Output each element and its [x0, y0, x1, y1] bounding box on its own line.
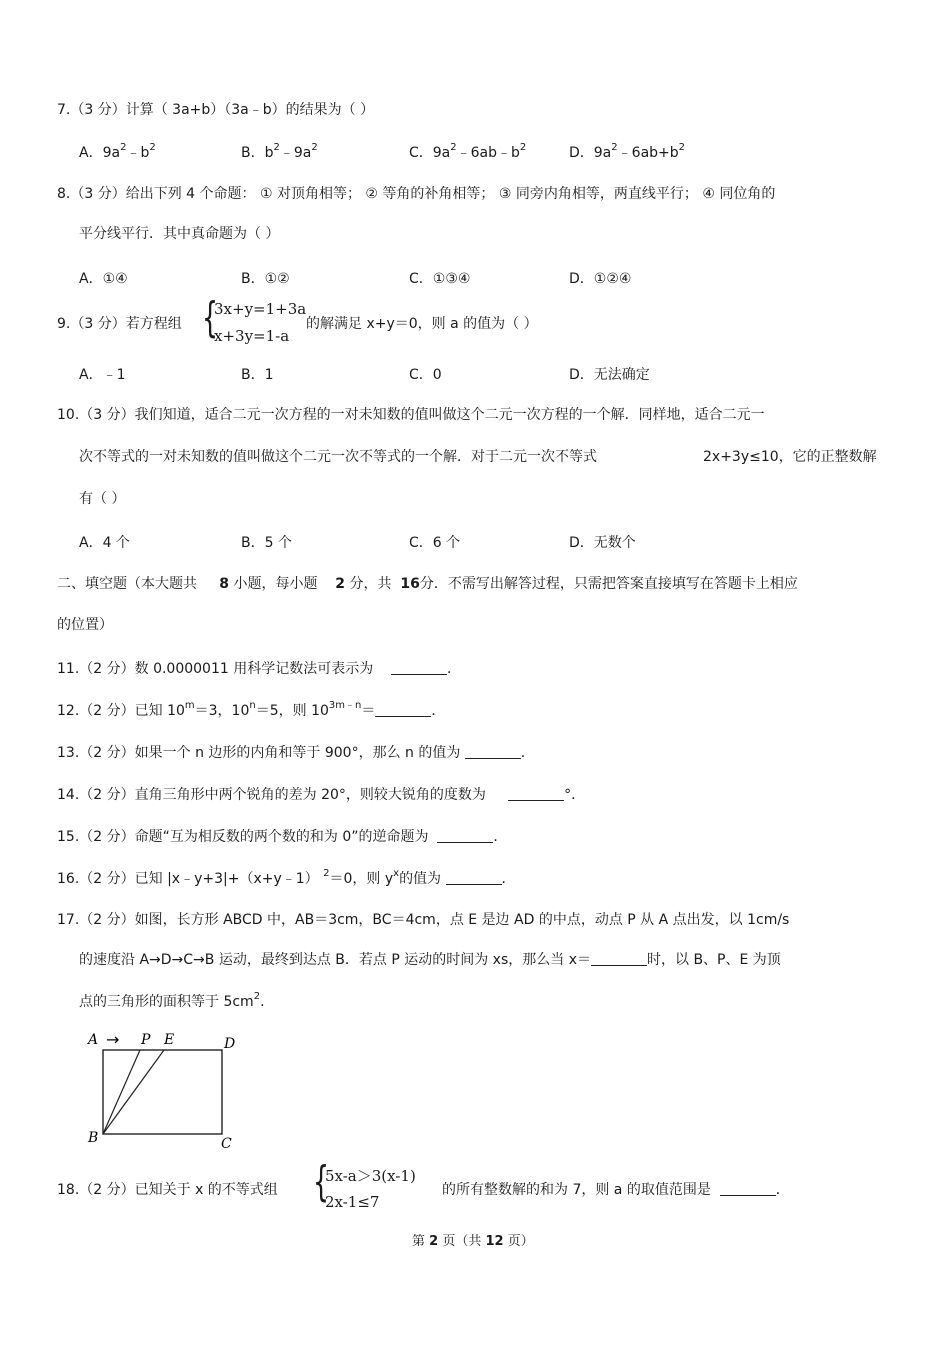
- q10-stem-line2b: 2x+3y≤10，它的正整数解: [703, 449, 877, 465]
- q15: 15.（2 分）命题“互为相反数的两个数的和为 0”的逆命题为 ．: [57, 829, 508, 845]
- q14: 14.（2 分）直角三角形中两个锐角的差为 20°，则较大锐角的度数为 °．: [57, 787, 586, 803]
- q9-stem-post: 的解满足 x+y＝0，则 a 的值为（ ）: [306, 316, 538, 332]
- q11-answer-blank[interactable]: [391, 660, 447, 675]
- page-footer: 第 2 页（共 12 页）: [412, 1234, 534, 1249]
- q17-answer-blank[interactable]: [591, 951, 647, 966]
- q18-stem-pre: 18.（2 分）已知关于 x 的不等式组: [57, 1182, 278, 1198]
- q13-answer-blank[interactable]: [465, 744, 521, 759]
- q10-option-a: A．4 个: [79, 535, 130, 551]
- q9-option-a: A．﹣1: [79, 367, 126, 383]
- label-e: E: [164, 1032, 175, 1048]
- section2-heading-line2: 的位置）: [57, 617, 113, 633]
- q16: 16.（2 分）已知 |x﹣y+3|+（x+y﹣1） $^2$＝0，则 $y^x$的值为 ．: [57, 868, 516, 887]
- brace-icon: {: [202, 293, 219, 342]
- q7-option-a: A．$9a^2﹣b^2$: [79, 142, 156, 161]
- q8-option-a: A．①④: [79, 271, 128, 287]
- q16-answer-blank[interactable]: [446, 870, 502, 885]
- q17-stem-line2: 的速度沿 A→D→C→B 运动，最终到达点 B．若点 P 运动的时间为 xs，那么当 x＝ 时，以 B、P、E 为顶: [79, 952, 781, 968]
- q10-option-c: C．6 个: [409, 535, 461, 551]
- q7-option-b: B．$b^2﹣9a^2$: [241, 142, 318, 161]
- label-b: B: [88, 1130, 99, 1146]
- q17-stem-line3: 点的三角形的面积等于 $5cm^2$.: [79, 991, 265, 1010]
- q9-eq1: 3x+y=1+3a: [214, 300, 307, 318]
- q9-option-b: B．1: [241, 367, 274, 383]
- q15-answer-blank[interactable]: [437, 828, 493, 843]
- q9-equation-system: [202, 293, 312, 351]
- q12: 12.（2 分）已知 $10^m=3$，$10^n=5$，则 $10^{3m﹣n}=$ ．: [57, 700, 446, 719]
- label-d: D: [224, 1036, 236, 1052]
- section2-heading-line1: 二、填空题（本大题共 8 小题，每小题 2 分，共 16分．不需写出解答过程，只需把答案直接填写在答题卡上相应: [57, 576, 798, 592]
- q14-answer-blank[interactable]: [508, 786, 564, 801]
- q9-stem-pre: 9.（3 分）若方程组: [57, 316, 182, 332]
- segment-bp: [103, 1050, 140, 1134]
- q7-stem: 7.（3 分）计算（ 3a+b）（3a﹣b）的结果为（ ）: [57, 102, 375, 118]
- q10-option-d: D．无数个: [569, 535, 636, 551]
- q10-stem-line1: 10.（3 分）我们知道，适合二元一次方程的一对未知数的值叫做这个二元一次方程的一个解．同样地，适合二元一: [57, 407, 765, 423]
- q8-stem-line1: 8.（3 分）给出下列 4 个命题： ① 对顶角相等； ② 等角的补角相等； ③ 同旁内角相等，两直线平行； ④ 同位角的: [57, 186, 776, 202]
- q10-stem-line2a: 次不等式的一对未知数的值叫做这个二元一次不等式的一个解．对于二元一次不等式: [79, 449, 597, 465]
- q8-stem-line2: 平分线平行．其中真命题为（ ）: [79, 226, 280, 242]
- q10-option-b: B．5 个: [241, 535, 292, 551]
- segment-be: [103, 1050, 164, 1134]
- q9-option-d: D．无法确定: [569, 367, 650, 383]
- q8-option-c: C．①③④: [409, 271, 471, 287]
- brace-icon: {: [313, 1157, 330, 1206]
- arrow-right-icon: →: [106, 1030, 120, 1049]
- q9-option-c: C．0: [409, 367, 442, 383]
- label-a: A: [88, 1032, 99, 1048]
- q18-inequality-system: [313, 1157, 443, 1219]
- q9-eq2: x+3y=1-a: [214, 327, 290, 345]
- q18-stem-post: 的所有整数解的和为 7，则 a 的取值范围是 ．: [442, 1182, 790, 1198]
- q18-ineq2: 2x-1≤7: [325, 1193, 380, 1211]
- q17-stem-line1: 17.（2 分）如图，长方形 ABCD 中，AB＝3cm，BC＝4cm，点 E 是边 AD 的中点，动点 P 从 A 点出发，以 1cm/s: [57, 912, 790, 928]
- q10-stem-line3: 有（ ）: [79, 491, 126, 507]
- q18-ineq1: 5x-a＞3(x-1): [325, 1167, 416, 1185]
- label-p: P: [141, 1032, 151, 1048]
- q13: 13.（2 分）如果一个 n 边形的内角和等于 900°，那么 n 的值为 ．: [57, 745, 535, 761]
- q7-option-c: C．$9a^2﹣6ab﹣b^2$: [409, 142, 527, 161]
- q18-answer-blank[interactable]: [720, 1181, 776, 1196]
- label-c: C: [221, 1136, 232, 1152]
- q12-answer-blank[interactable]: [375, 702, 431, 717]
- q7-option-d: D．$9a^2﹣6ab+b^2$: [569, 142, 686, 161]
- q17-rectangle-figure: [82, 1028, 252, 1152]
- q8-option-d: D．①②④: [569, 271, 632, 287]
- q8-option-b: B．①②: [241, 271, 290, 287]
- q11: 11.（2 分）数 0.0000011 用科学记数法可表示为 ．: [57, 661, 462, 677]
